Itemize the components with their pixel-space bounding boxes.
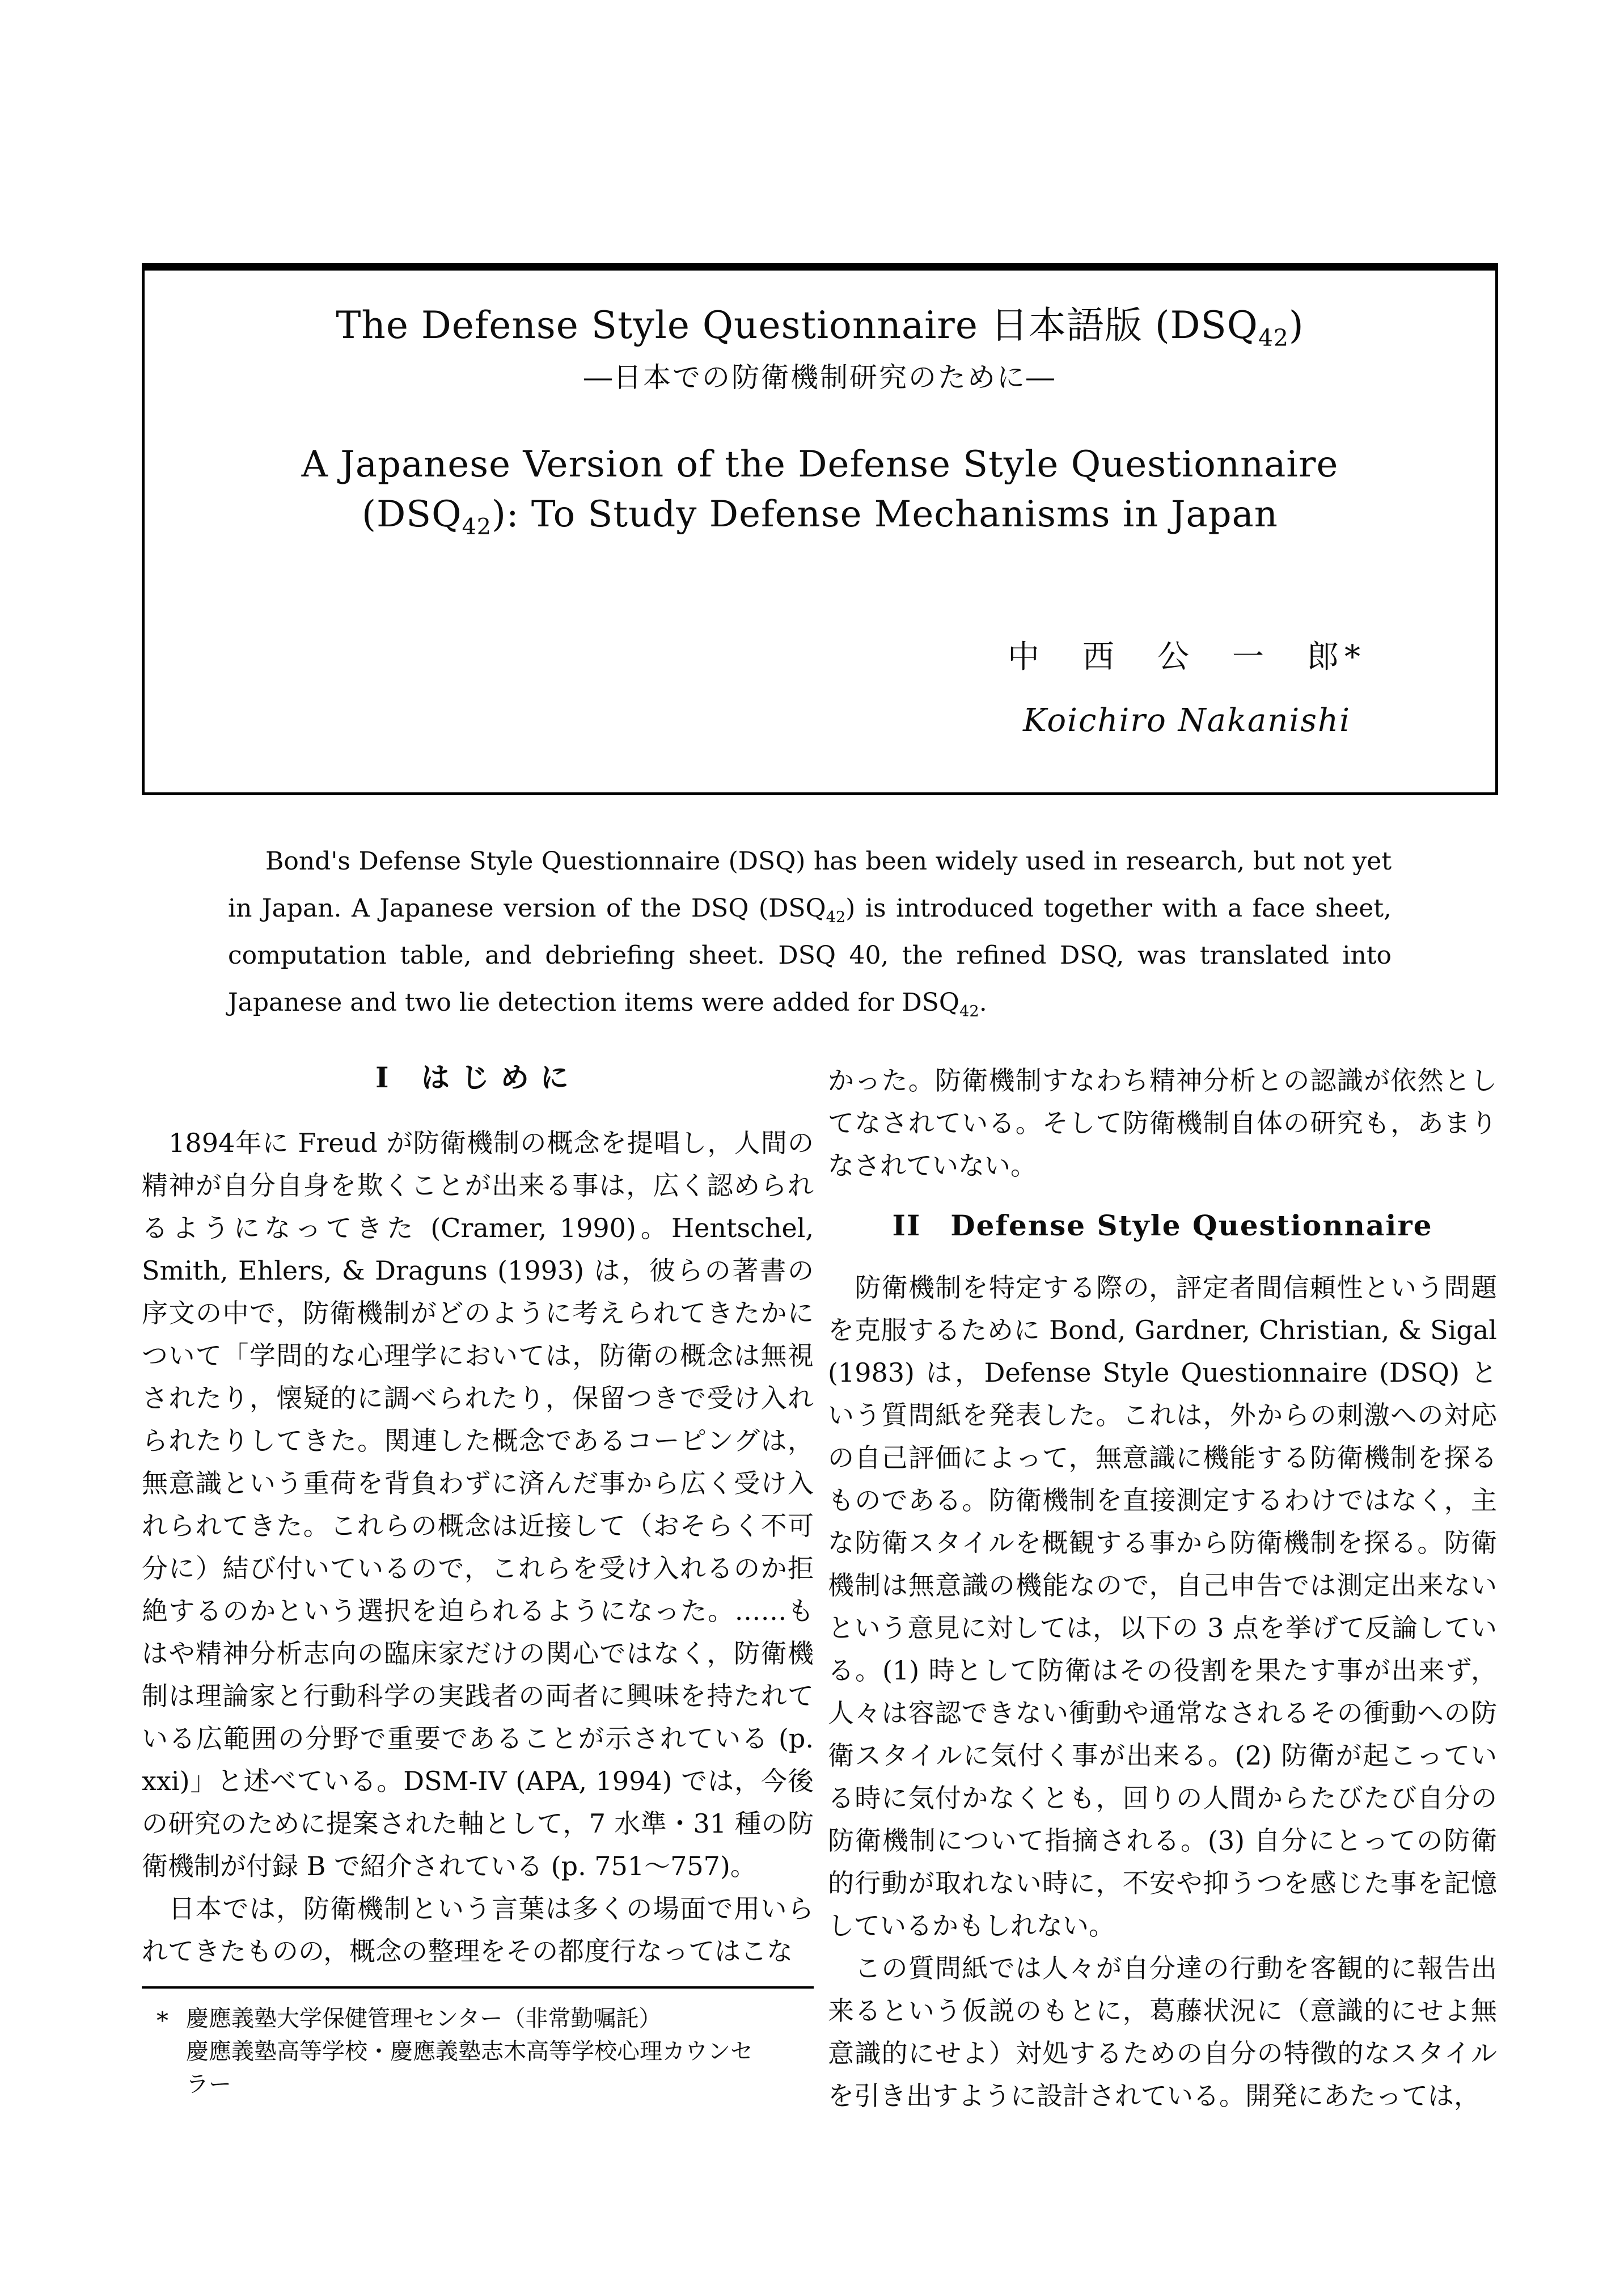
paper-title-english-line1: A Japanese Version of the Defense Style Questionnaire [301,444,1339,486]
footnote [142,1986,814,2101]
author-name-japanese: 中 西 公 一 郎* [1008,639,1366,676]
title-box [142,263,1498,795]
author-name-romanized: Koichiro Nakanishi [1023,702,1351,739]
author-block [1008,638,1366,740]
body-paragraph-continuation: かった。防衛機制すなわち精神分析との認識が依然としてなされている。そして防衛機制自体の研究も，あまりなされていない。 [828,1065,1497,1181]
abstract-paragraph: Bond's Defense Style Questionnaire (DSQ) has been widely used in research, but not yet in Japan. A Japanese version of the DSQ $(DSQ_{42})$ is introduced together with a face sheet, computation table, and debriefing sheet. DSQ 40, the refined DSQ, was translated into Japanese and two lie detection items were added for $DSQ_{42}$. [228,847,1392,1020]
footnote-line: 慶應義塾大学保健管理センター（非常勤嘱託） [186,2006,662,2032]
footnote-line: ラー [186,2071,231,2097]
body-paragraph: 防衛機制を特定する際の，評定者間信頼性という問題を克服するために Bond, Gardner, Christian, & Sigal (1983) は，Defense Style Questionnaire (DSQ) という質問紙を発表した。これは，外からの刺激への対応の自己評価によって，無意識に機能する防衛機制を探るものである。防衛機制を直接測定するわけではなく，主な防衛スタイルを概観する事から防衛機制を探る。防衛機制は無意識の機能なので，自己申告では測定出来ないという意見に対しては，以下の 3 点を挙げて反論している。(1) 時として防衛はその役割を果たす事が出来ず，人々は容認できない衝動や通常なされるその衝動への防衛スタイルに気付く事が出来る。(2) 防衛が起こっている時に気付かなくとも，回りの人間からたびたび自分の防衛機制について指摘される。(3) 自分にとっての防衛的行動が取れない時に，不安や抑うつを感じた事を記憶しているかもしれない。 [828,1272,1497,1941]
body-paragraph: 日本では，防衛機制という言葉は多くの場面で用いられてきたものの，概念の整理をその都度行なってはこな [142,1893,814,1966]
left-column [142,1060,814,1973]
footnote-asterisk: * [157,2007,168,2035]
footnote-line: 慶應義塾高等学校・慶應義塾志木高等学校心理カウンセ [186,2038,753,2065]
section-2-heading: II Defense Style Questionnaire [892,1209,1433,1242]
section-1-heading: I はじめに [375,1061,580,1094]
paper-title-english-line2: $(DSQ_{42})$: To Study Defense Mechanisms in Japan [361,493,1279,540]
right-column [828,1060,1497,2117]
body-paragraph: この質問紙では人々が自分達の行動を客観的に報告出来るという仮説のもとに，葛藤状況に（意識的にせよ無意識的にせよ）対処するための自分の特徴的なスタイルを引き出すように設計されている。開発にあたっては， [828,1953,1497,2111]
paper-title-english [145,440,1495,539]
body-paragraph: 1894年に Freud が防衛機制の概念を提唱し，人間の精神が自分自身を欺くことが出来る事は，広く認められるようになってきた (Cramer, 1990)。Hentschel, Smith, Ehlers, & Draguns (1993) は，彼らの著書の序文の中で，防衛機制がどのように考えられてきたかについて「学問的な心理学においては，防衛の概念は無視されたり，懐疑的に調べられたり，保留つきで受け入れられたりしてきた。関連した概念であるコーピングは，無意識という重荷を背負わずに済んだ事から広く受け入れられてきた。これらの概念は近接して（おそらく不可分に）結び付いているので，これらを受け入れるのか拒絶するのかという選択を迫られるようになった。……もはや精神分析志向の臨床家だけの関心ではなく，防衛機制は理論家と行動科学の実践者の両者に興味を持たれている広範囲の分野で重要であることが示されている (p. xxi)」と述べている。DSM-IV (APA, 1994) では，今後の研究のために提案された軸として，7 水準・31 種の防衛機制が付録 B で紹介されている (p. 751～757)。 [142,1128,814,1881]
paper-subtitle-japanese: ―日本での防衛機制研究のために― [583,361,1056,394]
paper-title-japanese: The Defense Style Questionnaire 日本語版 $(DSQ_{42})$ [336,303,1304,352]
